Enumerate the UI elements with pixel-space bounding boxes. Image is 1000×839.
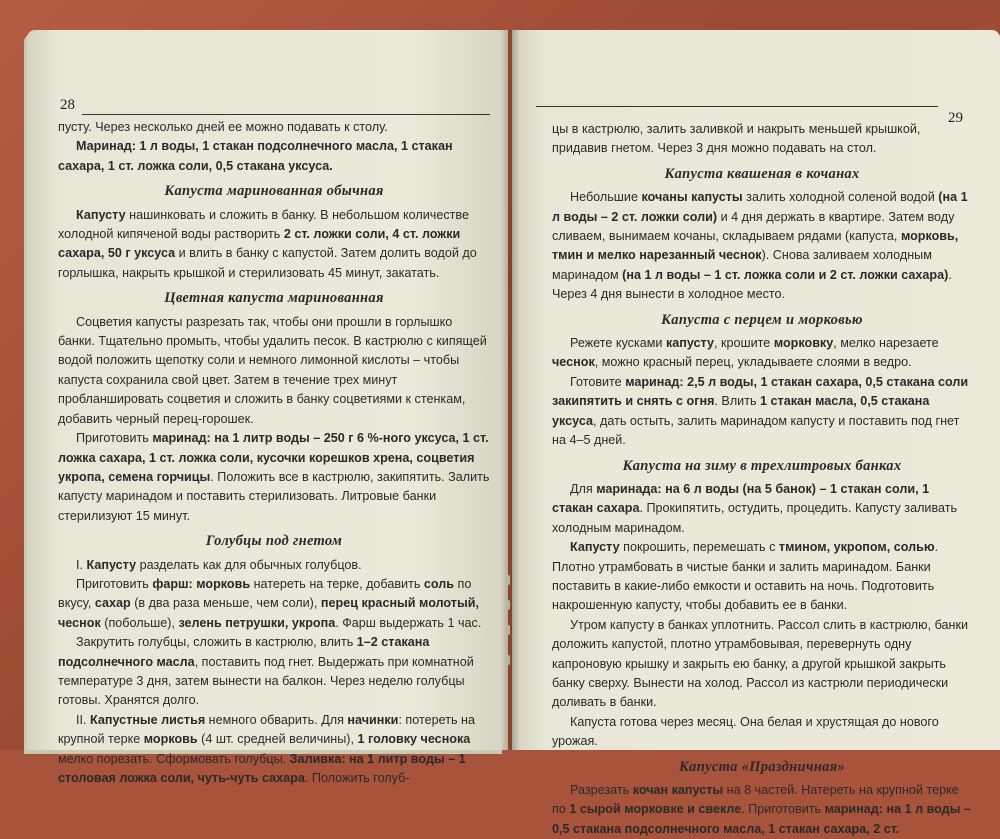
recipe-title: Цветная капуста маринованная bbox=[164, 290, 384, 307]
paragraph: Капусту покрошить, перемешать с тмином, укропом, солью. Плотно утрамбовать в чистые банки и залить маринадом. Банки поставить в какие-либо емкости и оставить на ночь. Подготовить накрошенную капусту, чтобы добавить ее в банки. bbox=[552, 540, 939, 613]
paragraph: Небольшие кочаны капусты залить холодной соленой водой (на 1 л воды – 2 ст. ложки соли) и 4 дня держать в квартире. Затем воду сливаем, вынимаем кочаны, складываем рядами (капуста, морковь, тмин и мелко нарезанный чеснок). Снова заливаем холодным маринадом (на 1 л воды – 1 ст. ложка соли и 2 ст. ложки сахара). Через 4 дня вынести в холодное место. bbox=[552, 190, 968, 302]
paragraph: Разрезать кочан капусты на 8 частей. Натереть на крупной терке по 1 сырой морковке и свекле. Приготовить маринад: на 1 л воды – 0,5 стакана подсолнечного масла, 1 стакан сахара, 2 ст. bbox=[552, 783, 971, 836]
right-page-text bbox=[552, 120, 972, 839]
paragraph: Закрутить голубцы, сложить в кастрюлю, влить 1–2 стакана подсолнечного масла, поставить под гнет. Выдержать при комнатной температуре 3 дня, затем вынести на балкон. Через неделю голубцы готовы. Хранятся долго. bbox=[58, 635, 474, 708]
paragraph: Приготовить фарш: морковь натереть на терке, добавить соль по вкусу, сахар (в два раза меньше, чем соли), перец красный молотый, чеснок (побольше), зелень петрушки, укропа. Фарш выдержать 1 час. bbox=[58, 576, 482, 630]
paragraph: Приготовить маринад: на 1 литр воды – 250 г 6 %-ного уксуса, 1 ст. ложка сахара, 1 ст. ложка соли, кусочки корешков хрена, соцветия укропа, семена горчицы. Положить все в кастрюлю, закипятить. Залить капусту маринадом и поставить стерилизовать. Литровые банки стерилизуют 15 минут. bbox=[58, 431, 490, 523]
recipe-title: Капуста маринованная обычная bbox=[164, 183, 384, 200]
paragraph: Режете кусками капусту, крошите морковку, мелко нарезаете чеснок, можно красный перец, укладываете слоями в ведро. bbox=[552, 336, 939, 370]
paragraph: Капусту нашинковать и сложить в банку. В небольшом количестве холодной кипяченой воды растворить 2 ст. ложки соли, 4 ст. ложки сахара, 50 г уксуса и влить в банку с капустой. Затем долить водой до горлышка, накрыть крышкой и стерилизовать 45 минут, закатать. bbox=[58, 207, 477, 280]
paragraph: Готовите маринад: 2,5 л воды, 1 стакан сахара, 0,5 стакана соли закипятить и снять с огня. Влить 1 стакан масла, 0,5 стакана уксуса, дать остыть, залить маринадом капусту и поставить под гнет на 4–5 дней. bbox=[552, 374, 969, 448]
binding-stitch bbox=[506, 600, 510, 610]
recipe-title: Капуста на зиму в трехлитровых банках bbox=[622, 457, 902, 474]
recipe-title: Голубцы под гнетом bbox=[205, 533, 343, 550]
book-spine bbox=[500, 30, 520, 750]
left-page-number: 28 bbox=[60, 97, 75, 113]
paragraph: Маринад: 1 л воды, 1 стакан подсолнечного масла, 1 стакан сахара, 1 ст. ложка соли, 0,5 стакана уксуса. bbox=[58, 139, 453, 173]
paragraph: Для маринада: на 6 л воды (на 5 банок) – 1 стакан соли, 1 стакан сахара. Прокипятить, остудить, процедить. Капусту заливать холодным маринадом. bbox=[552, 481, 958, 535]
open-book bbox=[30, 30, 1000, 836]
binding-stitch bbox=[506, 625, 510, 635]
recipe-title: Капуста квашеная в кочанах bbox=[664, 165, 860, 182]
left-header-rule bbox=[82, 114, 490, 115]
paragraph: Утром капусту в банках уплотнить. Рассол слить в кастрюлю, банки доложить капустой, плотно утрамбовывая, перевернуть одну капроновую крышку и закрыть ею банку, а другой крышкой закрыть банку сверху. Вынести на холод. Рассол из кастрюли периодически доливать в банки. bbox=[552, 617, 969, 710]
binding-stitch bbox=[506, 655, 510, 665]
right-header-rule bbox=[536, 106, 938, 107]
recipe-title: Капуста с перцем и морковью bbox=[661, 311, 863, 328]
paragraph: II. Капустные листья немного обварить. Для начинки: потереть на крупной терке морковь (4 шт. средней величины), 1 головку чеснока мелко порезать. Сформовать голубцы. Заливка: на 1 литр воды – 1 столовая ложка соли, чуть-чуть сахара. Положить голуб- bbox=[58, 712, 475, 785]
left-page-text bbox=[58, 118, 490, 788]
paragraph: Соцветия капусты разрезать так, чтобы они прошли в горлышко банки. Тщательно промыть, чтобы удалить песок. В кастрюлю с кипящей водой положить щепотку соли и немного лимонной кислоты – чтобы капуста сохранила свой цвет. Затем в течение трех минут пробланшировать соцветия и сложить в банку соцветиями к стенкам, добавить черный перец-горошек. bbox=[58, 314, 487, 426]
paragraph: Капуста готова через месяц. Она белая и хрустящая до нового урожая. bbox=[552, 714, 939, 749]
left-page bbox=[30, 30, 508, 785]
binding-stitch bbox=[506, 575, 510, 585]
paragraph: цы в кастрюлю, залить заливкой и накрыть меньшей крышкой, придавив гнетом. Через 3 дня можно подавать на стол. bbox=[552, 122, 921, 156]
paragraph: I. Капусту разделать как для обычных голубцов. bbox=[76, 557, 362, 572]
paragraph: пусту. Через несколько дней ее можно подавать к столу. bbox=[58, 120, 388, 134]
right-page bbox=[512, 30, 1000, 836]
recipe-title: Капуста «Праздничная» bbox=[679, 758, 845, 775]
right-page-number: 29 bbox=[948, 110, 963, 126]
